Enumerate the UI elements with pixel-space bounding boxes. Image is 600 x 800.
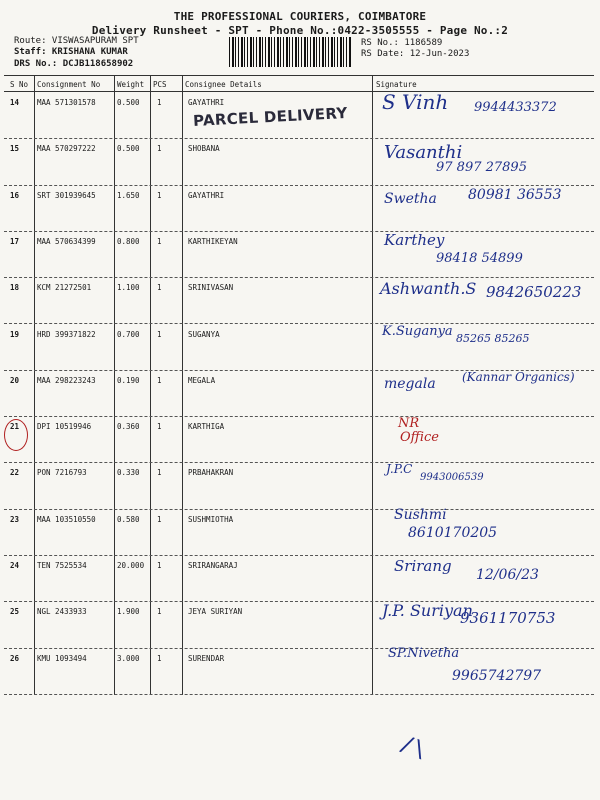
table-row — [0, 557, 600, 603]
rs-date: RS Date: 12-Jun-2023 — [361, 49, 470, 59]
signature-phone: 12/06/23 — [476, 567, 539, 583]
signature-name: megala — [384, 375, 436, 392]
signature-name: Swetha — [384, 190, 437, 207]
signature-phone: 9943006539 — [420, 472, 484, 484]
row-divider — [4, 694, 594, 695]
consignee-cell: GAYATHRI — [188, 98, 225, 107]
consignment-number-cell: KMU 1093494 — [37, 653, 87, 663]
runsheet-subtitle: Delivery Runsheet - SPT - Phone No.:0422-3505555 - Page No.:2 — [91, 24, 509, 37]
sno-cell: 19 — [10, 329, 20, 339]
signature-phone: (Kannar Organics) — [462, 369, 575, 384]
consignment-number-cell: DPI 10519946 — [37, 422, 92, 432]
consignment-number-cell: KCM 21272501 — [37, 283, 92, 293]
col-header-consignment: Consignment No — [37, 80, 101, 89]
row-divider — [4, 509, 594, 510]
route-label: Route: VISWASAPURAM SPT — [14, 36, 139, 46]
consignee-cell: KARTHIKEYAN — [188, 236, 238, 246]
sno-cell: 24 — [10, 561, 20, 570]
signature-phone: 85265 85265 — [456, 331, 530, 345]
table-row — [0, 187, 600, 233]
weight-cell: 1.650 — [117, 190, 140, 200]
pen-stroke-mark: /\ — [396, 731, 430, 764]
row-divider — [4, 462, 594, 463]
sno-cell: 18 — [10, 283, 20, 293]
red-circle-mark — [4, 419, 28, 451]
consignee-cell: PRBAHAKRAN — [188, 468, 234, 478]
consignment-number-cell: MAA 570297222 — [37, 144, 96, 154]
signature-phone: Office — [400, 430, 439, 446]
table-row — [0, 140, 600, 186]
table-row — [0, 418, 600, 464]
consignment-number-cell: TEN 7525534 — [37, 561, 87, 570]
sno-cell: 14 — [10, 98, 20, 107]
weight-cell: 0.500 — [117, 98, 140, 107]
col-header-pcs: PCS — [153, 80, 167, 89]
row-divider — [4, 138, 594, 139]
pcs-cell: 1 — [157, 329, 162, 339]
table-row — [0, 323, 600, 372]
consignee-cell: SURENDAR — [188, 653, 225, 663]
barcode — [229, 37, 351, 67]
weight-cell: 1.900 — [117, 607, 140, 617]
consignee-cell: SHOBANA — [188, 144, 220, 154]
sno-cell: 15 — [10, 144, 20, 154]
consignee-cell: SRIRANGARAJ — [188, 561, 238, 570]
signature-phone: 97 897 27895 — [436, 160, 527, 176]
sno-cell: 16 — [10, 190, 20, 200]
parcel-delivery-stamp: PARCEL DELIVERY — [192, 103, 348, 131]
row-divider — [4, 277, 594, 278]
signature-name: S Vinh — [382, 90, 449, 114]
pcs-cell: 1 — [157, 190, 162, 200]
row-divider — [4, 231, 594, 232]
row-divider — [4, 601, 594, 602]
pcs-cell: 1 — [157, 144, 162, 154]
consignee-cell: MEGALA — [188, 375, 216, 385]
signature-name: J.P.C — [386, 462, 413, 477]
consignee-cell: SUSHMIOTHA — [188, 514, 234, 524]
signature-name: SP.Nivetha — [388, 645, 460, 661]
table-row — [0, 506, 600, 557]
table-row — [0, 230, 600, 279]
sno-cell: 21 — [10, 422, 20, 432]
signature-name: NR — [398, 416, 420, 432]
table-top-border — [4, 75, 594, 76]
table-row — [0, 369, 600, 418]
consignment-number-cell: NGL 2433933 — [37, 607, 87, 617]
consignment-number-cell: MAA 570634399 — [37, 236, 96, 246]
signature-phone: 9842650223 — [486, 283, 582, 302]
staff-label: Staff: KRISHANA KUMAR — [14, 47, 128, 57]
signature-name: Vasanthi — [384, 142, 463, 164]
pcs-cell: 1 — [157, 98, 162, 107]
consignment-number-cell: HRD 399371822 — [37, 329, 96, 339]
pcs-cell: 1 — [157, 422, 162, 432]
row-divider — [4, 555, 594, 556]
table-row — [0, 464, 600, 510]
company-title: THE PROFESSIONAL COURIERS, COIMBATORE — [173, 10, 427, 23]
weight-cell: 0.700 — [117, 329, 140, 339]
sno-cell: 20 — [10, 375, 20, 385]
weight-cell: 1.100 — [117, 283, 140, 293]
consignment-number-cell: SRT 301939645 — [37, 190, 96, 200]
consignee-cell: JEYA SURIYAN — [188, 607, 243, 617]
signature-phone: 9965742797 — [452, 667, 542, 684]
pcs-cell: 1 — [157, 561, 162, 570]
pcs-cell: 1 — [157, 514, 162, 524]
pcs-cell: 1 — [157, 283, 162, 293]
sno-cell: 17 — [10, 236, 20, 246]
signature-name: J.P. Suriyan — [382, 601, 473, 621]
consignment-number-cell: MAA 571301578 — [37, 98, 96, 107]
signature-name: Ashwanth.S — [380, 279, 477, 299]
sno-cell: 25 — [10, 607, 20, 617]
pcs-cell: 1 — [157, 607, 162, 617]
col-header-consignee: Consignee Details — [185, 80, 262, 89]
signature-name: Karthey — [384, 230, 445, 249]
row-divider — [4, 648, 594, 649]
sno-cell: 22 — [10, 468, 20, 478]
pcs-cell: 1 — [157, 468, 162, 478]
pcs-cell: 1 — [157, 236, 162, 246]
consignment-number-cell: PON 7216793 — [37, 468, 87, 478]
consignee-cell: GAYATHRI — [188, 190, 225, 200]
row-divider — [4, 416, 594, 417]
signature-phone: 8610170205 — [408, 524, 498, 541]
signature-name: Sushmi — [394, 506, 447, 523]
consignee-cell: SUGANYA — [188, 329, 220, 339]
weight-cell: 0.330 — [117, 468, 140, 478]
table-row — [0, 279, 600, 325]
row-divider — [4, 323, 594, 324]
table-row — [0, 645, 600, 696]
weight-cell: 20.000 — [117, 561, 145, 570]
signature-phone: 9944433372 — [474, 100, 557, 115]
consignee-cell: KARTHIGA — [188, 422, 225, 432]
drs-number: DRS No.: DCJB118658902 — [14, 59, 134, 69]
signature-phone: 98418 54899 — [436, 250, 523, 266]
consignment-number-cell: MAA 103510550 — [37, 514, 96, 524]
weight-cell: 0.800 — [117, 236, 140, 246]
weight-cell: 0.360 — [117, 422, 140, 432]
signature-name: K.Suganya — [382, 323, 453, 339]
rs-number: RS No.: 1186589 — [361, 38, 443, 48]
weight-cell: 0.190 — [117, 375, 140, 385]
weight-cell: 0.580 — [117, 514, 140, 524]
weight-cell: 3.000 — [117, 653, 140, 663]
signature-phone: 80981 36553 — [468, 186, 562, 203]
col-header-sno: S No — [10, 80, 29, 89]
signature-name: Srirang — [394, 557, 452, 575]
weight-cell: 0.500 — [117, 144, 140, 154]
col-header-signature: Signature — [376, 80, 417, 89]
sno-cell: 23 — [10, 514, 20, 524]
pcs-cell: 1 — [157, 375, 162, 385]
pcs-cell: 1 — [157, 653, 162, 663]
row-divider — [4, 185, 594, 186]
sno-cell: 26 — [10, 653, 20, 663]
signature-phone: 9361170753 — [460, 609, 556, 628]
table-row — [0, 603, 600, 649]
col-header-weight: Weight — [117, 80, 145, 89]
table-header-border — [4, 91, 594, 92]
consignment-number-cell: MAA 298223243 — [37, 375, 96, 385]
consignee-cell: SRINIVASAN — [188, 283, 234, 293]
